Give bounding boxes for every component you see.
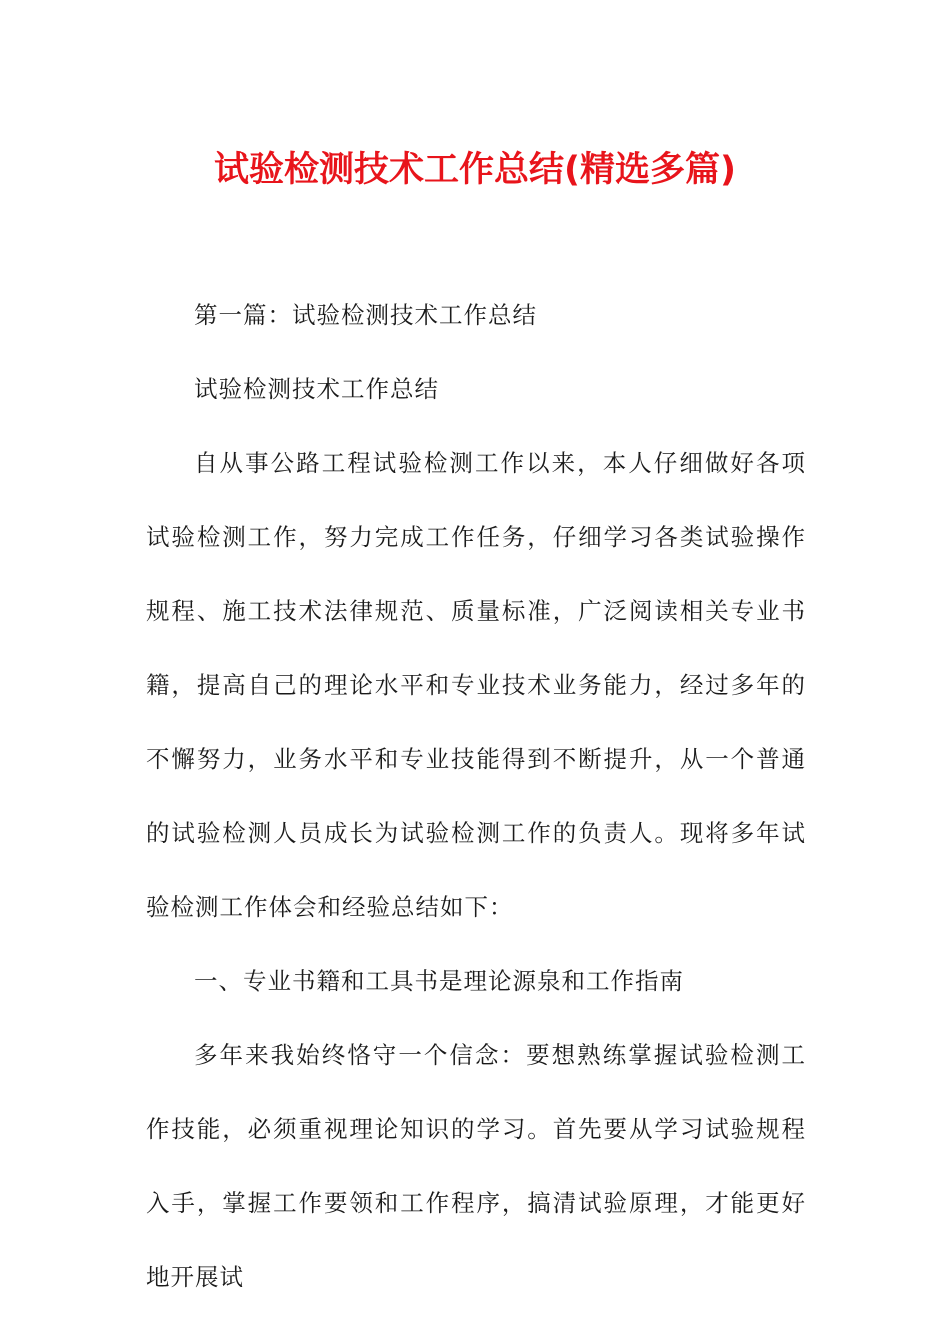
section-heading-part-one: 第一篇：试验检测技术工作总结 xyxy=(194,301,537,329)
document-body xyxy=(146,278,806,1314)
section-heading: 一、专业书籍和工具书是理论源泉和工作指南 xyxy=(194,967,684,995)
subtitle: 试验检测技术工作总结 xyxy=(194,375,439,403)
body-paragraph: 自从事公路工程试验检测工作以来，本人仔细做好各项试验检测工作，努力完成工作任务，仔细学习各类试验操作规程、施工技术法律规范、质量标准，广泛阅读相关专业书籍，提高自己的理论水平和专业技术业务能力，经过多年的不懈努力，业务水平和专业技能得到不断提升，从一个普通的试验检测人员成长为试验检测工作的负责人。现将多年试验检测工作体会和经验总结如下： xyxy=(146,449,806,921)
document-title: 试验检测技术工作总结(精选多篇) xyxy=(214,150,736,190)
body-paragraph: 多年来我始终恪守一个信念：要想熟练掌握试验检测工作技能，必须重视理论知识的学习。首先要从学习试验规程入手，掌握工作要领和工作程序，搞清试验原理，才能更好地开展试 xyxy=(146,1041,806,1291)
